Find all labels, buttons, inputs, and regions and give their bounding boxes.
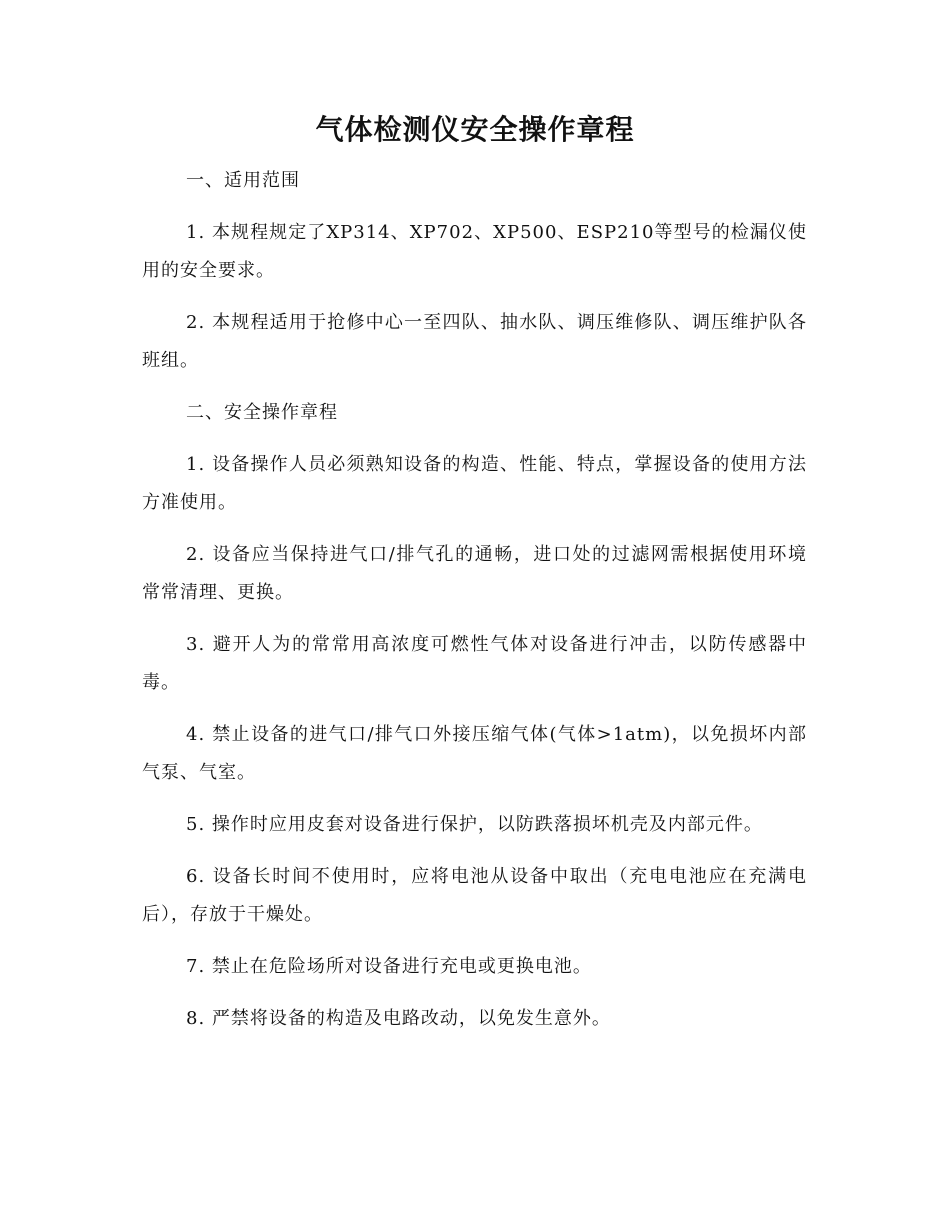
scope-item-2: 2. 本规程适用于抢修中心一至四队、抽水队、调压维修队、调压维护队各班组。 bbox=[142, 312, 807, 371]
rule-item-1: 1. 设备操作人员必须熟知设备的构造、性能、特点，掌握设备的使用方法方准使用。 bbox=[142, 454, 807, 513]
rule-item-7: 7. 禁止在危险场所对设备进行充电或更换电池。 bbox=[186, 956, 592, 977]
document-title: 气体检测仪安全操作章程 bbox=[315, 113, 635, 146]
rule-item-6: 6. 设备长时间不使用时，应将电池从设备中取出（充电电池应在充满电后），存放于干燥处。 bbox=[142, 866, 807, 925]
rule-item-5: 5. 操作时应用皮套对设备进行保护，以防跌落损坏机壳及内部元件。 bbox=[186, 814, 763, 835]
rule-item-8: 8. 严禁将设备的构造及电路改动，以免发生意外。 bbox=[186, 1008, 611, 1029]
scope-item-1: 1. 本规程规定了XP314、XP702、XP500、ESP210等型号的检漏仪使用的安全要求。 bbox=[142, 222, 807, 281]
rule-item-4: 4. 禁止设备的进气口/排气口外接压缩气体(气体>1atm)，以免损坏内部气泵、气室。 bbox=[142, 724, 807, 783]
rule-item-2: 2. 设备应当保持进气口/排气孔的通畅，进口处的过滤网需根据使用环境常常清理、更换。 bbox=[142, 544, 807, 603]
section-heading-scope: 一、适用范围 bbox=[186, 170, 300, 191]
rule-item-3: 3. 避开人为的常常用高浓度可燃性气体对设备进行冲击，以防传感器中毒。 bbox=[142, 634, 807, 693]
section-heading-safety-rules: 二、安全操作章程 bbox=[186, 402, 338, 423]
document-body bbox=[142, 162, 807, 1052]
